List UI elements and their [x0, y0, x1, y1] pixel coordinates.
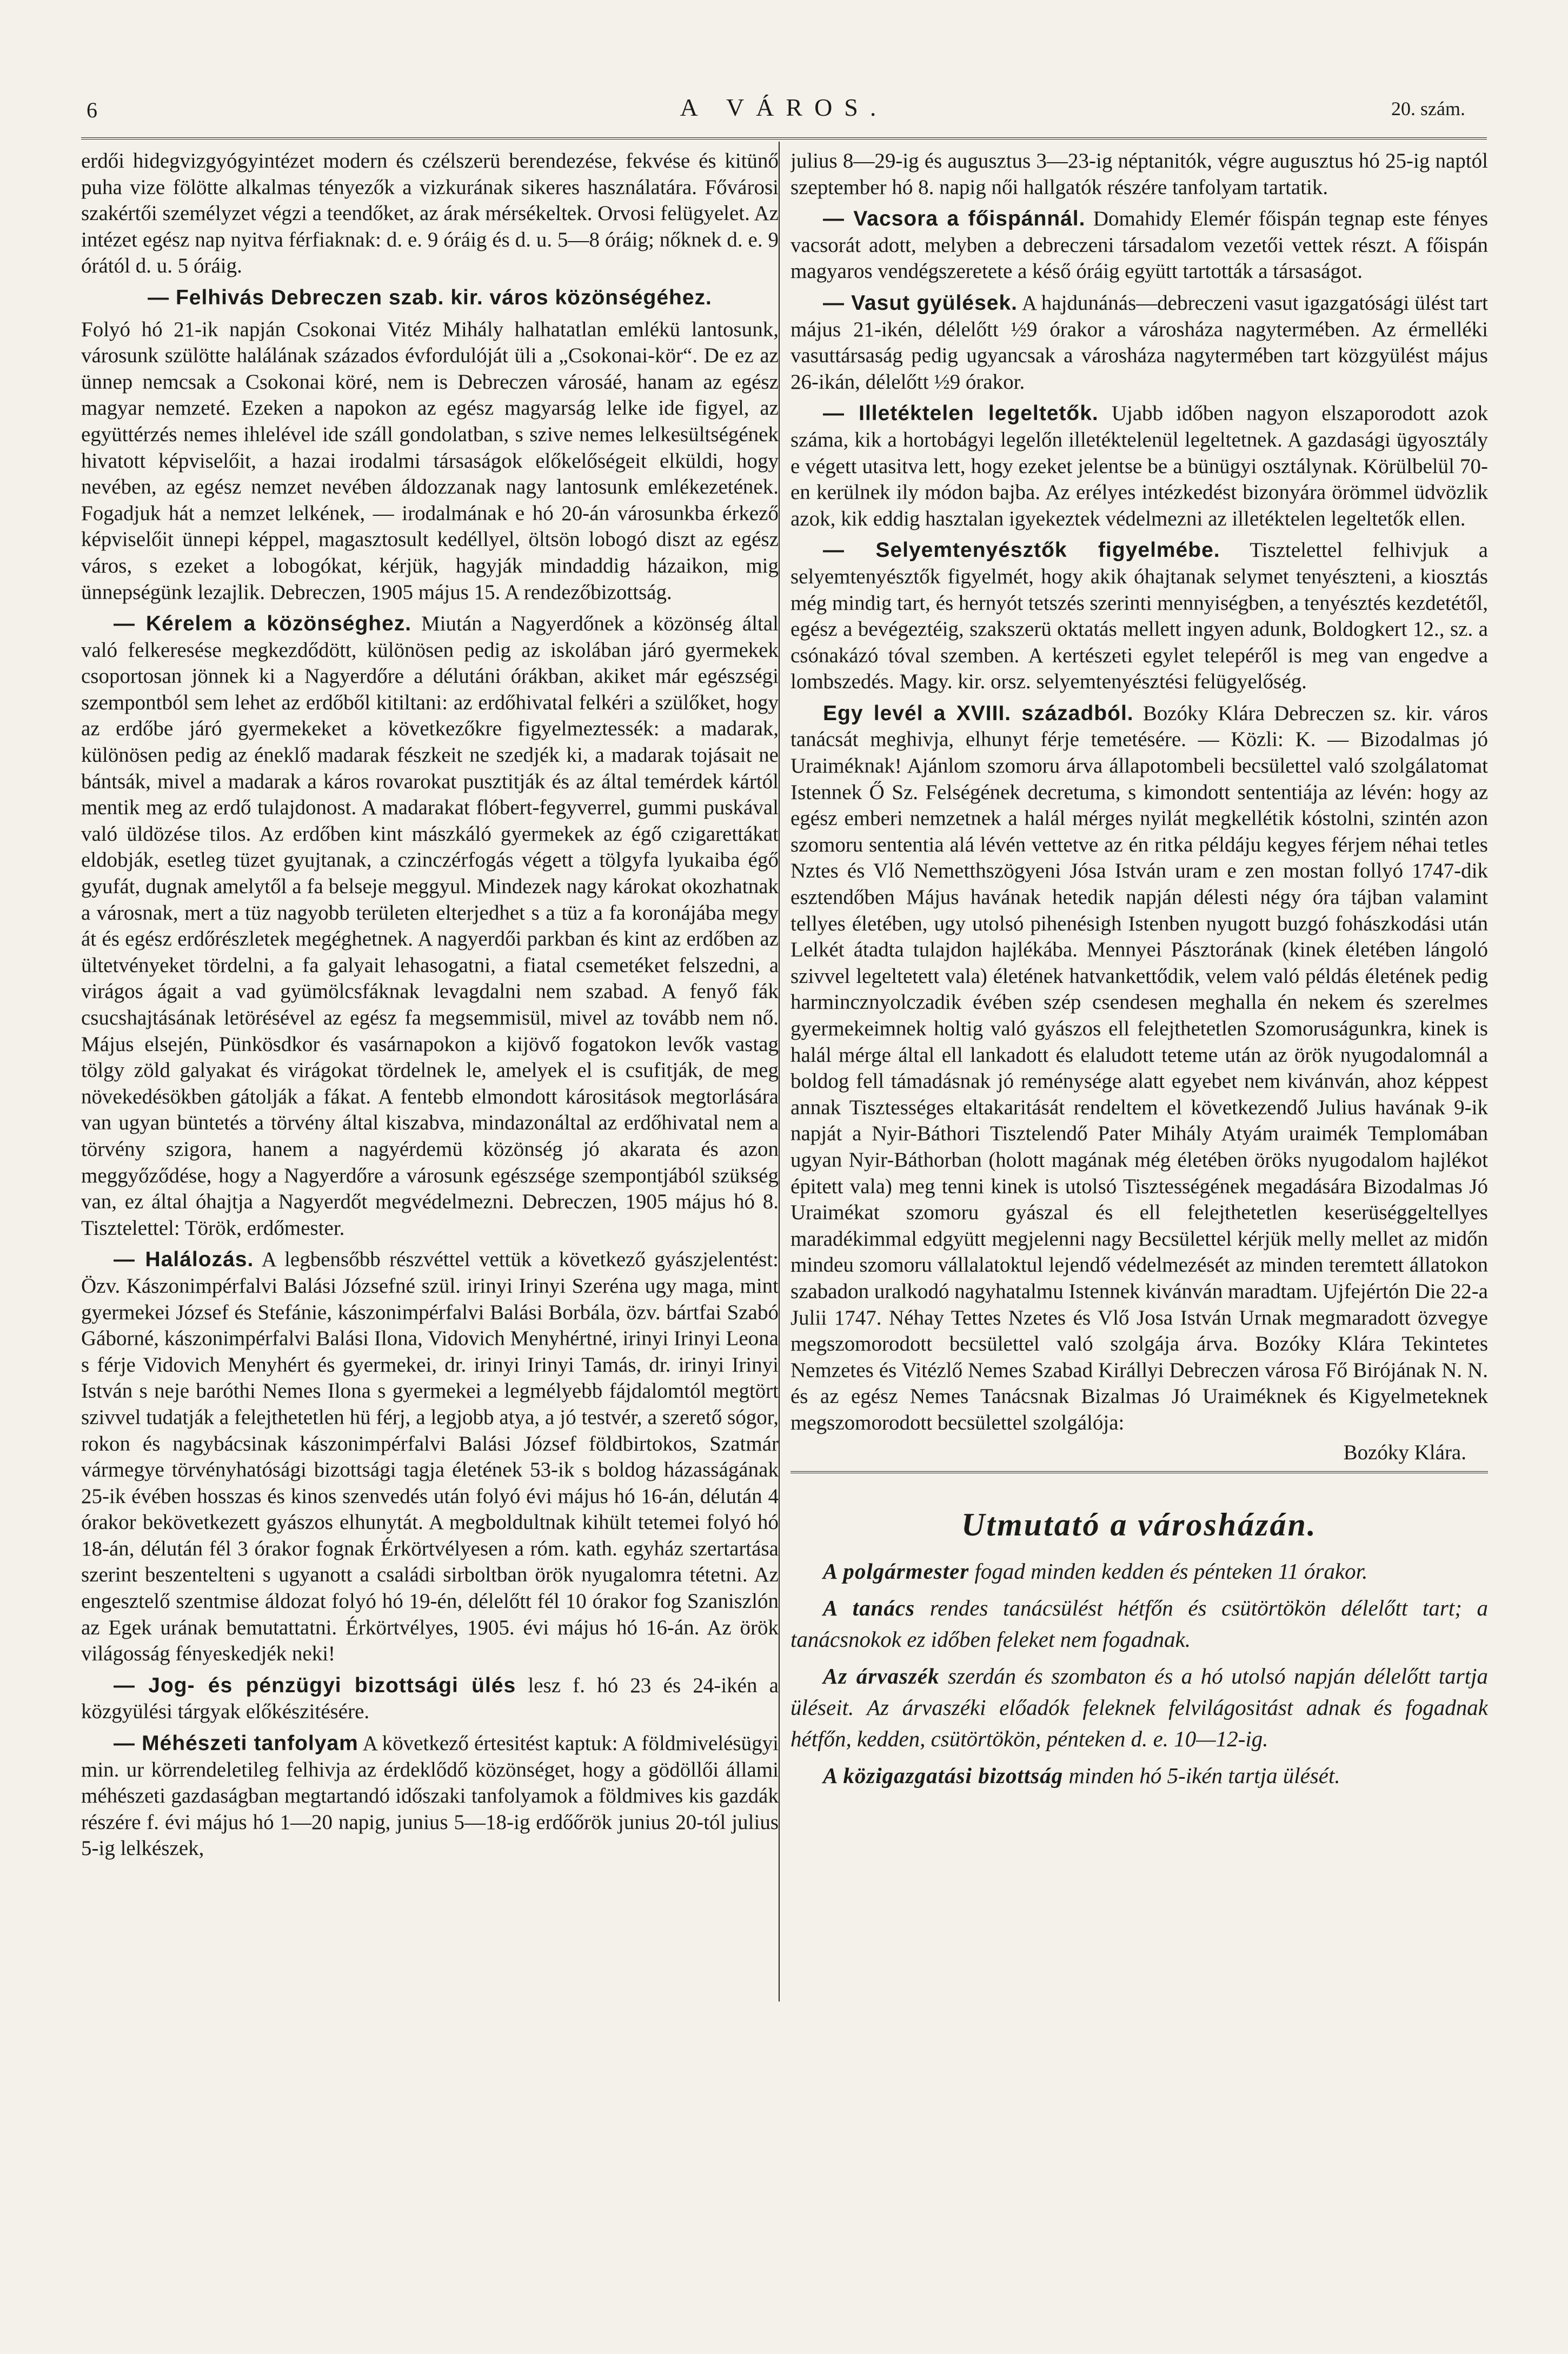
article-keres: [81, 611, 779, 1241]
article-level: [790, 701, 1488, 1437]
letter-signature: Bozóky Klára.: [1343, 1440, 1466, 1464]
city-hall-guide: [790, 1506, 1488, 1791]
article-csokonai-body: Folyó hó 21-ik napján Csokonai Vitéz Mihály halhatatlan emlékü lantosunk, városunk szülötte halálának százados évfordulóját üli a „Csokonai-kör“. De ez az ünnep nemcsak a Csokonai köré, nem is Debreczen városáé, hanam az egész magyar nemzeté. Ezeken a napokon az egész magyarság lelke ide figyel, az együttérzés nemes ihlelével ide száll gondolatban, s szive nemes lelkesültségének hivatott képviselőit, a hazai irodalmi társaságok előkelőségeit elküldi, hogy nevében, az egész nemzet nevében áldozzanak nagy lantosunk emlékezetének. Fogadjuk hát a nemzet lelkének, — irodalmának e hó 20-án városunkba érkező képviselőit ünnepi képpel, magasztosult kedéllyel, öltsön lobogó diszt az egész város, s ezeket a lobogókat, kérjük, hagyják mindaddig házaikon, mig ünnepségünk lezajlik. Debreczen, 1905 május 15. A rendezőbizottság.: [81, 317, 779, 604]
guide-mayor-label: A polgármester: [823, 1559, 969, 1584]
article-legeltetok-body: Ujabb időben nagyon elszaporodott azok száma, kik a hortobágyi legelőn illetéktelenül legeltetnek. A gazdasági ügyosztály e végett utasitva lett, hogy ezeket jelentse be a bünügyi osztálynak. Körülbelül 70-en kerülnek ily módon bajba. Az erélyes intézkedést bizonyára örömmel üdvözlik azok, kik eddig hasztalan igyekeztek védelmezni az illetéktelen legeltetők ellen.: [790, 402, 1488, 530]
guide-rule: [790, 1471, 1488, 1473]
guide-admin-committee: [790, 1760, 1488, 1791]
article-vasut-body: A hajdunánás—debreczeni vasut igazgatósági ülést tart május 21-ikén, délelőtt ½9 órakor a városháza nagytermében. Az érmelléki vasuttársaság pedig ugyancsak a városháza nagytermében tart közgyülést május 26-ikán, délelőtt ½9 órakor.: [790, 291, 1488, 394]
article-meheszet-title: — Méhészeti tanfolyam: [114, 1732, 358, 1755]
article-level-body: Bozóky Klára Debreczen sz. kir. város tanácsát meghivja, elhunyt férje temetésére. — Közli: K. — Bizodalmas jó Uraiméknak! Ajánlom szomoru árva állapotombeli becsülettel való szolgálatomat Istennek Ő Sz. Felségének decretuma, s kimondott sententiája az lévén: hogy az egész emberi nemzetnek a halál mérges nyilát megkellétik kóstolni, szintén azon szomoru sententia alá lévén vettetve az én ritka példáju kegyes férjem néhai tetles Nztes és Vlő Nemetthszögyeni Jósa István uram e zen mostan follyó 1747-dik esztendőben Május havának hetedik napján délesti négy óra tájban valamint tellyes életében, ugy utolsó pihenésigh Istenben nyugott buzgó fohászkodási után Lelkét átadta tulajdon hajlékába. Mennyei Pásztorának (kinek életében lángoló szivvel legeltetett vala) életének hatvankettődik, velem való példás életének pedig harmincznyolczadik évében szép csendesen meghalla én nekem és szerelmes gyermekeimnek holtig való gyászos ell felejthetetlen Szomoruságunkra, kinek is halál mérge által ell lankadott és elaludott teteme után az örök nyugodalomnál a boldog fell támadásnak jó reménysége alatt egyebet nem kivánván, ahoz képpest annak Tisztességes eltakaritását rendeltem el következendő Julius havának 9-ik napját a Nyir-Báthori Tisztelendő Pater Mihály Atyám uraimék Templomában ugyan Nyir-Báthorban (holott magának még életében öröks nyugodalom hajlékot épitett vala) meg tenni kinek is utolsó Tisztességének megadására Bizodalmas Jó Uraimékat szomoru gyászal és ell felejthetetlen keserüséggeltellyes maradékimmal edgyütt megjelenni nagy Becsülettel kérjük melly mellet az midőn mindeu szomoru vállalatoktul lejendő védelmezését az minden teremtett állatokon szabadon uralkodó nagyhatalmu Istennek kivánván maradtam. Ujfejértón Die 22-a Julii 1747. Néhay Tettes Nzetes és Vlő Josa István Urnak megmaradott özvegye megszomorodott becsülettel való szolgája árva. Bozóky Klára Tekintetes Nemzetes és Vitézlő Nemes Szabad Királlyi Debreczen városa Fő Birójának N. N. és az egész Nemes Tanácsnak Bizalmas Jó Uraiméknek és Kigyelmeteknek megszomorodott becsülettel szolgálója:: [790, 701, 1488, 1434]
guide-council-text: rendes tanácsülést hétfőn és csütörtökön délelőtt tart; a tanácsnokok ez időben feleket nem fogadnak.: [790, 1595, 1488, 1652]
guide-title: Utmutató a városházán.: [961, 1507, 1317, 1543]
article-bizottsag-body: lesz f. hó 23 és 24-ikén a közgyülési tárgyak előkészitésére.: [81, 1673, 779, 1724]
article-halalozas-body: A legbensőbb részvéttel vettük a következő gyászjelentést: Özv. Kászonimpérfalvi Balási Józsefné szül. irinyi Irinyi Szeréna ugy maga, mint gyermekei József és Stefánie, kászonimpérfalvi Balási Borbála, özv. bártfai Szabó Gáborné, kászonimpérfalvi Balási Ilona, Vidovich Menyhértné, irinyi Irinyi Leona s férje Vidovich Menyhért és gyermekei, dr. irinyi Irinyi Tamás, dr. irinyi Irinyi István s neje baróthi Nemes Ilona s gyermekei a legmélyebb fájdalomtól megtört szivvel tudatják a felejthetetlen hü férj, a legjobb atya, a jó testvér, a szerető sógor, rokon és nagybácsinak kászonimpérfalvi Balási József földbirtokos, Szatmár vármegye törvényhatósági bizottsági tagja életének 53-ik s boldog házasságának 25-ik évében hosszas és kinos szenvedés után folyó évi május hó 16-án, délután 4 órakor bekövetkezett gyászos elhunytát. A megboldultnak kihült tetemei folyó hó 18-án, délután fél 3 órakor fognak Érkörtvélyesen a róm. kath. egyház szertartása szerint beszentelteni s ugyanott a családi sirboltban örök nyugalomra tétetni. Az engesztelő szentmise áldozat folyó hó 19-én, délelőtt fél 10 órakor fog Szaniszlón az Egek urának bemutattatni. Érkörtvélyes, 1905. évi május hó 16-án. Az örök világosság fényeskedjék neki!: [81, 1248, 779, 1666]
article-vasut-title: — Vasut gyülések.: [823, 291, 1018, 315]
article-csokonai-title: — Felhivás Debreczen szab. kir. város közönségéhez.: [148, 285, 712, 309]
article-level-title: Egy levél a XVIII. századból.: [823, 701, 1134, 725]
article-spa-continuation: erdői hidegvizgyógyintézet modern és czélszerü berendezése, fekvése és kitünő puha vize fölötte alkalmas tényezők a vizkurának sikeres használatára. Fővárosi szakértői személyzet végzi a teendőket, az árak mérsékeltek. Orvosi felügyelet. Az intézet egész nap nyitva férfiaknak: d. e. 9 óráig és d. u. 5—8 óráig; nőknek d. e. 9 órától d. u. 5 óráig.: [81, 149, 779, 278]
guide-orphan-court: [790, 1660, 1488, 1754]
article-bizottsag: [81, 1673, 779, 1725]
guide-orphan-court-label: Az árvaszék: [823, 1664, 940, 1689]
article-keres-title: — Kérelem a közönséghez.: [114, 612, 412, 636]
article-meheszet: [81, 1731, 779, 1862]
guide-mayor: [790, 1555, 1488, 1587]
right-column: [790, 148, 1488, 2289]
article-bizottsag-title: — Jog- és pénzügyi bizottsági ülés: [114, 1673, 516, 1697]
article-vacsora: [790, 206, 1488, 285]
article-halalozas-title: — Halálozás.: [114, 1248, 254, 1272]
article-vacsora-title: — Vacsora a főispánnál.: [823, 207, 1086, 231]
article-vacsora-body: Domahidy Elemér főispán tegnap este fényes vacsorát adott, melyben a debreczeni társadalom vezetői vettek részt. A főispán magyaros vendégszeretete a késő óráig együtt tartották a társaságot.: [790, 207, 1488, 283]
masthead-title: A VÁROS.: [680, 94, 888, 121]
article-keres-body: Miután a Nagyerdőnek a közönség által való felkeresése megkezdődött, különösen pedig az iskolában járó gyermekek csoportosan jönnek ki a Nagyerdőre a délutáni órákban, akiket már egészségi szempontból sem lehet az erdőből kitiltani: az erdőhivatal felkéri a szülőket, hogy az erdőbe járó gyermekeket a következőkre figyelmeztessék: a madarak, különösen pedig az éneklő madarak fészkeit ne szedjék ki, a madarak tojásait ne bántsák, mivel a madarak a káros rovarokat pusztitják és az által temérdek kártól mentik meg az erdő tulajdonost. A madarakat flóbert-fegyverrel, gummi puskával való üldözése tilos. Az erdőben kint mászkáló gyermekek az égő czigarettákat eldobják, esetleg tüzet gyujtanak, a czinczérfogás végett a tölgyfa lyukaiba égő gyufát, dugnak amelytől a fa belseje meggyul. Mindezek nagy károkat okozhatnak a városnak, mert a tüz nagyobb területen elterjedhet s a tüz a fa koronájába megy át és egész erdőrészletek megéghetnek. A nagyerdői parkban és kint az erdőben az ültetvényeket tördelni, a fa galyait lehasogatni, a fiatal csemetéket felszedni, a virágos ágait a vad gyümölcsfáknak levagdalni nem szabad. A fenyő fák csucshajtásának letörésével az egész fa megsemmisül, mivel az tovább nem nő. Május elsején, Pünkösdkor és vasárnapokon a kijövő fogatokon levők vastag tölgy zöld galyakat és virágokat tördelnek le, amelyek el is csufitják, de meg növekedésökben gátolják a fákat. A fentebb elmondott kárositások megtorlására van ugyan büntetés a törvény által kiszabva, mindazonáltal az erdőhivatal nem a törvény szigora, hanem a nagyérdemü közönség jó akarata és azon meggyőződése, hogy a Nagyerdőre a városunk egészsége szempontjából szükség van, ez által óhajtja a Nagyerdőt megvédelmezni. Debreczen, 1905 május hó 8. Tisztelettel: Török, erdőmester.: [81, 612, 779, 1240]
left-column: [81, 148, 779, 2289]
article-meheszet-body: A következő értesitést kaptuk: A földmivelésügyi min. ur körrendeletileg felhivja az érdeklődő közönséget, hogy a gödöllői állami méhészeti gazdaságban megtartandó időszaki tanfolyamok a földmives kis gazdák részére f. évi május hó 1—20 napig, junius 5—18-ig erdőőrök junius 20-tól julius 5-ig lelkészek,: [81, 1732, 779, 1860]
guide-mayor-text: fogad minden kedden és pénteken 11 órakor.: [974, 1559, 1368, 1584]
guide-council: [790, 1592, 1488, 1655]
article-halalozas: [81, 1247, 779, 1667]
column-divider: [779, 142, 780, 2001]
article-legeltetok-title: — Illetéktelen legeltetők.: [823, 402, 1099, 425]
guide-orphan-court-text: szerdán és szombaton és a hó utolsó napján délelőtt tartja üléseit. Az árvaszéki előadók feleknek felvilágositást adnak és fogadnak hétfőn, kedden, csütörtökön, pénteken d. e. 10—12-ig.: [790, 1664, 1488, 1752]
article-meheszet-continuation: julius 8—29-ig és augusztus 3—23-ig néptanitók, végre augusztus hó 25-ig naptól szeptember hó 8. napig női hallgatók részére tanfolyam tartatik.: [790, 149, 1488, 199]
header-rule: [81, 137, 1487, 139]
article-selyem-title: — Selyemtenyésztők figyelmébe.: [823, 538, 1220, 562]
issue-number: 20. szám.: [1391, 98, 1465, 119]
article-vasut: [790, 290, 1488, 395]
guide-admin-committee-label: A közigazgatási bizottság: [823, 1763, 1064, 1788]
article-legeltetok: [790, 401, 1488, 532]
page-header: [81, 90, 1487, 135]
guide-council-label: A tanács: [823, 1595, 915, 1621]
article-selyem: [790, 537, 1488, 695]
guide-admin-committee-text: minden hó 5-ikén tartja ülését.: [1068, 1763, 1340, 1788]
page-number: 6: [87, 98, 97, 122]
article-selyem-body: Tisztelettel felhivjuk a selyemtenyésztők figyelmét, hogy akik óhajtanak selymet tenyészteni, a kiosztás még mindig tart, és hernyót tetszés szerinti mennyiségben, a tenyésztés kezdetétől, egész a bevégeztéig, szakszerü oktatás mellett ingyen adunk, Boldogkert 12., sz. a csónakázó tóval szemben. A kertészeti egylet telepéről is meg van engedve a lombszedés. Magy. kir. orsz. selyemtenyésztési felügyelőség.: [790, 538, 1488, 694]
